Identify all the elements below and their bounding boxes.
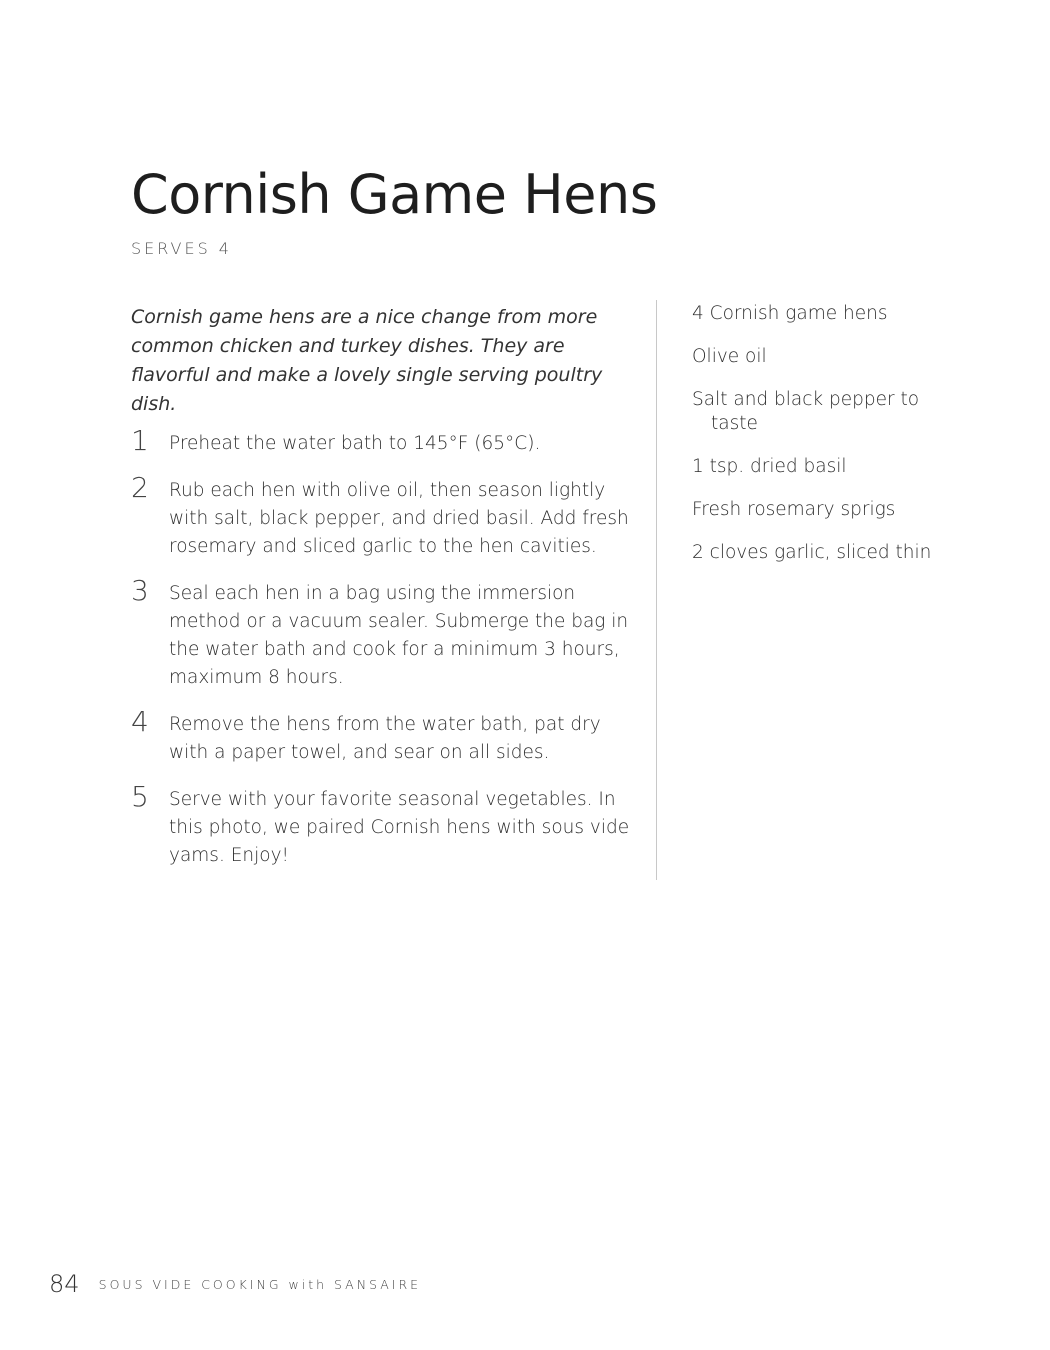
ingredient-item: 4 Cornish game hens [692,303,888,324]
page-footer [49,1270,421,1298]
step-number: 2 [131,471,149,504]
step-item [131,574,636,692]
step-item [131,705,636,767]
step-text: Remove the hens from the water bath, pat dry with a paper towel, and sear on all sides. [169,714,601,763]
step-text: Seal each hen in a bag using the immersion method or a vacuum sealer. Submerge the bag in the water bath and cook for a minimum 3 hours, maximum 8 hours. [169,583,629,688]
recipe-title: Cornish Game Hens [131,163,658,226]
ingredient-item: Salt and black pepper to taste [692,389,920,434]
ingredient-item: 2 cloves garlic, sliced thin [692,542,932,563]
page-number: 84 [49,1270,80,1298]
step-item [131,424,636,458]
step-number: 4 [131,705,149,738]
step-text: Serve with your favorite seasonal vegetables. In this photo, we paired Cornish hens with sous vide yams. Enjoy! [169,789,630,866]
step-text: Preheat the water bath to 145°F (65°C). [169,433,541,454]
step-item [131,471,636,561]
ingredient-item: 1 tsp. dried basil [692,456,847,477]
step-number: 5 [131,780,149,813]
recipe-intro: Cornish game hens are a nice change from more common chicken and turkey dishes. They are flavorful and make a lovely single serving poultry dish. [131,306,603,415]
servings-label: SERVES 4 [131,239,232,258]
step-number: 3 [131,574,149,607]
step-text: Rub each hen with olive oil, then season lightly with salt, black pepper, and dried basil. Add fresh rosemary and sliced garlic to the hen cavities. [169,480,629,557]
running-title: SOUS VIDE COOKING with SANSAIRE [98,1276,422,1292]
ingredients-list [692,302,992,565]
column-divider [656,300,657,880]
ingredient-item: Olive oil [692,346,767,367]
step-item [131,780,636,870]
step-number: 1 [131,424,149,457]
steps-list [131,424,636,870]
ingredient-item: Fresh rosemary sprigs [692,499,896,520]
